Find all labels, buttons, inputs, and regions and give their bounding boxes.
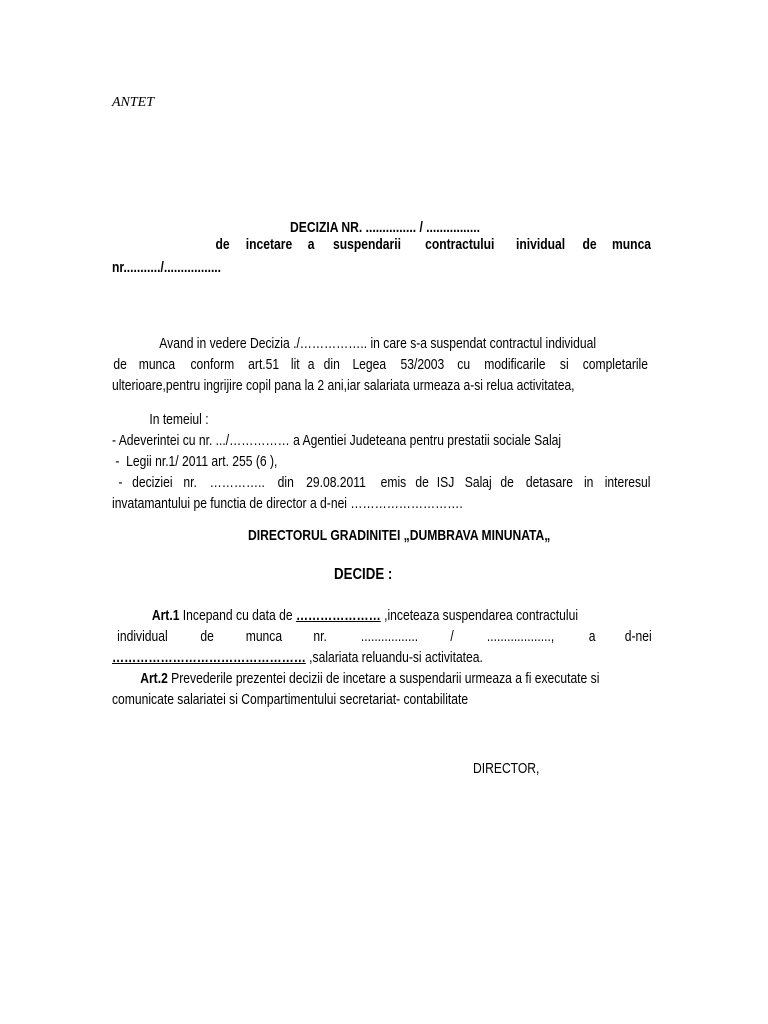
art1-date-blank: ………………… (295, 608, 381, 624)
legal-basis-item3-word: deciziei (132, 475, 173, 491)
art2-label: Art.2 (140, 671, 168, 687)
art1-line2-word: individual (117, 629, 168, 645)
legal-basis-item3-word: din (277, 475, 294, 491)
contract-number: nr.........../................. (112, 260, 222, 276)
intro-line-1: Avand in vedere Decizia ./…………….. in care s-a suspendat contractul individual (159, 336, 597, 352)
art1-line2-word: munca (245, 629, 282, 645)
art2-line-1 (112, 669, 599, 690)
intro-line2-word: lit (290, 357, 300, 373)
intro-line2-word: conform (190, 357, 235, 373)
subtitle-word: inividual (516, 237, 566, 253)
legal-basis-item3-word: 29.08.2011 (306, 475, 367, 491)
art1-line2-word: d-nei (625, 629, 653, 645)
legal-basis-item3-word: detasare (525, 475, 573, 491)
art1-line2-word: a (588, 629, 596, 645)
director-signature-label: DIRECTOR, (473, 761, 540, 777)
art1-line-3 (112, 648, 599, 669)
legal-basis-item3-word: - (118, 475, 123, 491)
legal-basis-item3-word: de (415, 475, 429, 491)
legal-basis-item3-word: in (584, 475, 594, 491)
legal-basis-item-2: - Legii nr.1/ 2011 art. 255 (6 ), (112, 454, 278, 470)
intro-line2-word: completarile (582, 357, 649, 373)
art1-line-2 (112, 627, 655, 648)
subtitle-word: de (215, 237, 230, 253)
art2-text: Prevederile prezentei decizii de incetare a suspendarii urmeaza a fi executate si (167, 671, 600, 687)
intro-line2-word: Legea (352, 357, 386, 373)
art1-label: Art.1 (151, 608, 180, 624)
intro-line2-word: 53/2003 (400, 357, 445, 373)
subtitle-words (112, 237, 655, 253)
subtitle-word: incetare (245, 237, 293, 253)
intro-line2-word: a (307, 357, 315, 373)
art1-line2-word: ................. (360, 629, 418, 645)
art1-line-1 (112, 606, 655, 627)
legal-basis-item3-word: emis (380, 475, 406, 491)
art2-line-2: comunicate salariatei si Compartimentului secretariat- contabilitate (112, 692, 469, 708)
intro-line-3: ulterioare,pentru ingrijire copil pana la 2 ani,iar salariata urmeaza a-si relua activitatea, (112, 378, 575, 394)
art1-line3-text: ,salariata reluandu-si activitatea. (305, 650, 483, 666)
intro-line2-word: si (559, 357, 569, 373)
art1-text: Incepand cu data de (179, 608, 296, 624)
legal-basis-item-1: - Adeverintei cu nr. .../…………… a Agentiei Judeteana pentru prestatii sociale Salaj (112, 433, 562, 449)
art1-line2-word: de (200, 629, 215, 645)
subtitle-word: contractului (424, 237, 495, 253)
decision-title: DECIZIA NR. ............... / ................ (290, 220, 481, 236)
letterhead-placeholder: ANTET (112, 95, 155, 110)
intro-paragraph (112, 334, 695, 397)
legal-basis-item3-word: nr. (183, 475, 198, 491)
articles-section (112, 606, 699, 711)
legal-basis-item3-word: interesul (604, 475, 651, 491)
subtitle-word: de (582, 237, 597, 253)
art1-text-rest: ,inceteaza suspendarea contractului (380, 608, 579, 624)
intro-line2-word: munca (138, 357, 176, 373)
art1-line2-word: nr. (313, 629, 327, 645)
legal-basis-item3-word: ………….. (209, 475, 265, 491)
legal-basis-heading: In temeiul : (149, 412, 209, 428)
subtitle-word: a (308, 237, 315, 253)
art1-line2-word: / (450, 629, 454, 645)
legal-basis-item3-word: Salaj (464, 475, 492, 491)
legal-basis-item-3 (112, 473, 655, 494)
legal-basis-item3-word: ISJ (437, 475, 455, 491)
legal-basis-item-4: invatamantului pe functia de director a d-nei ………………………. (112, 496, 463, 512)
director-heading: DIRECTORUL GRADINITEI „DUMBRAVA MINUNATA„ (248, 528, 551, 544)
subtitle-word: suspendarii (332, 237, 401, 253)
legal-basis-section (112, 410, 655, 515)
intro-line2-word: din (323, 357, 341, 373)
intro-line-2 (112, 355, 655, 376)
decide-heading: DECIDE : (334, 566, 393, 583)
decision-subtitle (112, 237, 655, 253)
legal-basis-item3-word: de (500, 475, 515, 491)
intro-line2-word: cu (457, 357, 470, 373)
art1-line2-word: ..................., (487, 629, 555, 645)
art1-name-blank: ………………………………………… (112, 650, 306, 666)
subtitle-word: munca (611, 237, 651, 253)
intro-line2-word: art.51 (248, 357, 280, 373)
intro-line2-word: de (113, 357, 127, 373)
intro-line2-word: modificarile (484, 357, 546, 373)
